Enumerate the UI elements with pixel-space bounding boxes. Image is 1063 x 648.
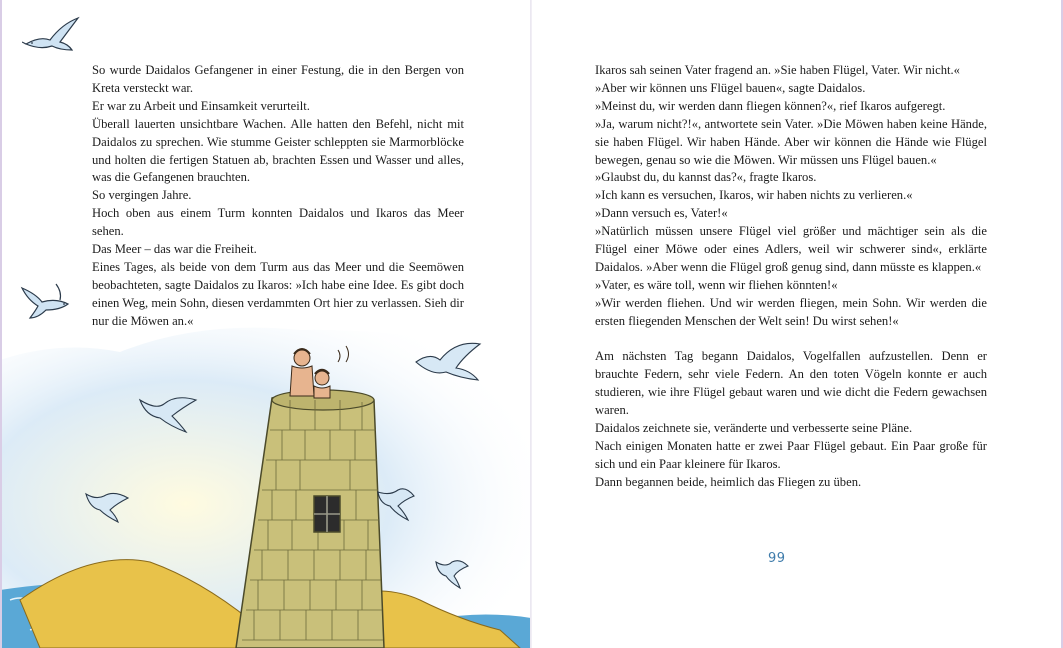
paragraph: »Ich kann es versuchen, Ikaros, wir haben nichts zu verlieren.« xyxy=(595,188,913,203)
seagull-icon xyxy=(22,14,84,56)
right-page xyxy=(532,0,1063,648)
paragraph: Nach einigen Monaten hatte er zwei Paar Flügel gebaut. Ein Paar große für sich und ein Paar kleinere für Ikaros. xyxy=(595,439,987,471)
paragraph: »Natürlich müssen unsere Flügel viel größer und mächtiger sein als die Flügel einer Möwe oder eines Adlers, weil wir schwerer sind«, erklärte Daidalos. »Aber wenn die Flügel groß genug sind, dann müsste es klappen.« xyxy=(595,224,987,274)
right-page-text xyxy=(595,62,987,492)
paragraph: »Aber wir können uns Flügel bauen«, sagte Daidalos. xyxy=(595,80,866,95)
left-page-text xyxy=(92,62,464,331)
paragraph: »Meinst du, wir werden dann fliegen können?«, rief Ikaros aufgeregt. xyxy=(595,98,946,113)
paragraph: Er war zu Arbeit und Einsamkeit verurteilt. xyxy=(92,98,310,113)
paragraph: »Glaubst du, du kannst das?«, fragte Ikaros. xyxy=(595,170,817,185)
paragraph-gap xyxy=(595,331,987,349)
paragraph: »Ja, warum nicht?!«, antwortete sein Vater. »Die Möwen haben keine Hände, sie haben Flügel. Wir haben Hände. Aber wir können die Hände wie Flügel bewegen, genau so wie die Möwen. Wir müssen uns Flügel bauen.« xyxy=(595,116,987,167)
paragraph: So wurde Daidalos Gefangener in einer Festung, die in den Bergen von Kreta versteckt war. xyxy=(92,63,464,95)
paragraph: »Wir werden fliehen. Und wir werden fliegen, mein Sohn. Wir werden die ersten fliegenden Menschen der Welt sein! Du wirst sehen!« xyxy=(595,295,987,328)
paragraph: Das Meer – das war die Freiheit. xyxy=(92,242,257,257)
paragraph: Daidalos zeichnete sie, veränderte und verbesserte seine Pläne. xyxy=(595,421,913,436)
paragraph: Am nächsten Tag begann Daidalos, Vogelfallen aufzustellen. Denn er brauchte Federn, sehr viele Federn. An den toten Vögeln konnte er auch studieren, wie ihre Flügel gebaut waren und wie dicht die Federn gewachsen waren. xyxy=(595,349,987,418)
tower-illustration xyxy=(0,300,531,648)
paragraph: »Dann versuch es, Vater!« xyxy=(595,206,728,221)
left-page xyxy=(0,0,531,648)
page-edge-left xyxy=(0,0,2,648)
paragraph: Überall lauerten unsichtbare Wachen. Alle hatten den Befehl, nicht mit Daidalos zu sprechen. Wie stumme Geister schleppten sie Marmorblöcke und holten die fertigen Statuen ab, brachten Essen und Wasser und alles, was die Gefangenen brauchten. xyxy=(92,116,464,185)
paragraph: Hoch oben aus einem Turm konnten Daidalos und Ikaros das Meer sehen. xyxy=(92,206,464,239)
paragraph: Eines Tages, als beide von dem Turm aus das Meer und die Seemöwen beobachteten, sagte Daidalos zu Ikaros: »Ich habe eine Idee. Es gibt doch einen Weg, mein Sohn, diesen verdammten Ort hier zu verlassen. Sieh dir nur die Möwen an.« xyxy=(92,259,464,328)
paragraph: Dann begannen beide, heimlich das Fliegen zu üben. xyxy=(595,474,862,489)
page-number: 99 xyxy=(768,551,786,566)
paragraph: So vergingen Jahre. xyxy=(92,188,192,203)
paragraph: Ikaros sah seinen Vater fragend an. »Sie haben Flügel, Vater. Wir nicht.« xyxy=(595,63,960,77)
paragraph: »Vater, es wäre toll, wenn wir fliehen könnten!« xyxy=(595,277,838,292)
